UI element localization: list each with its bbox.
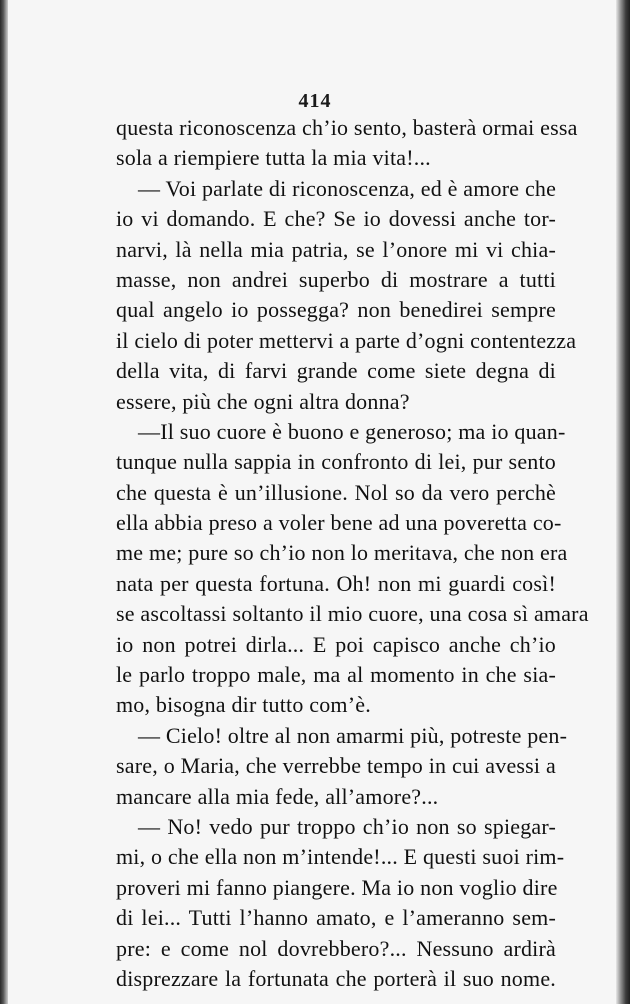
text-line: nata per questa fortuna. Oh! non mi guardi così!: [116, 570, 556, 596]
text-line: proveri mi fanno piangere. Ma io non voglio dire: [116, 874, 558, 900]
text-line: io non potrei dirla... E poi capisco anche ch’io: [116, 631, 556, 657]
body-text: [116, 113, 589, 994]
text-line: pre: e come nol dovrebbero?... Nessuno ardirà: [116, 935, 556, 961]
scan-edge-right: [616, 0, 630, 1004]
text-line: sare, o Maria, che verrebbe tempo in cui avessi a: [116, 753, 556, 779]
text-line: se ascoltassi soltanto il mio cuore, una cosa sì amara: [116, 601, 589, 627]
text-line: della vita, di farvi grande come siete degna di: [116, 358, 556, 384]
text-line: essere, più che ogni altra donna?: [116, 388, 410, 414]
text-line: disprezzare la fortunata che porterà il suo nome.: [116, 965, 556, 991]
scan-edge-left: [0, 0, 8, 1004]
text-line: — No! vedo pur troppo ch’io non so spiegar-: [138, 813, 556, 839]
text-line: qual angelo io possegga? non benedirei sempre: [116, 297, 556, 323]
text-line: il cielo di poter mettervi a parte d’ogni contentezza: [116, 327, 577, 353]
text-line: che questa è un’illusione. Nol so da vero perchè: [116, 479, 556, 505]
text-line: ella abbia preso a voler bene ad una poveretta co-: [116, 510, 562, 536]
text-line: narvi, là nella mia patria, se l’onore mi vi chia-: [116, 236, 556, 262]
text-line: questa riconoscenza ch’io sento, basterà ormai essa: [116, 115, 578, 140]
text-line: mancare alla mia fede, all’amore?...: [116, 783, 439, 809]
text-line: le parlo troppo male, ma al momento in che sia-: [116, 662, 556, 688]
text-line: — Cielo! oltre al non amarmi più, potreste pen-: [138, 722, 568, 748]
text-line: mi, o che ella non m’intende!... E questi suoi rim-: [116, 844, 565, 870]
text-line: mo, bisogna dir tutto com’è.: [116, 692, 371, 718]
text-line: di lei... Tutti l’hanno amato, e l’ameranno sem-: [116, 905, 556, 931]
text-line: io vi domando. E che? Se io dovessi anche tor-: [116, 206, 556, 232]
text-line: me me; pure so ch’io non lo meritava, che non era: [116, 540, 568, 566]
text-line: masse, non andrei superbo di mostrare a tutti: [116, 266, 556, 292]
text-line: — Voi parlate di riconoscenza, ed è amore che: [138, 175, 557, 201]
text-line: sola a riempiere tutta la mia vita!...: [116, 145, 431, 171]
page-number: 414: [298, 90, 332, 112]
text-line: tunque nulla sappia in confronto di lei, pur sento: [116, 449, 556, 475]
text-line: —Il suo cuore è buono e generoso; ma io quan-: [138, 418, 566, 444]
